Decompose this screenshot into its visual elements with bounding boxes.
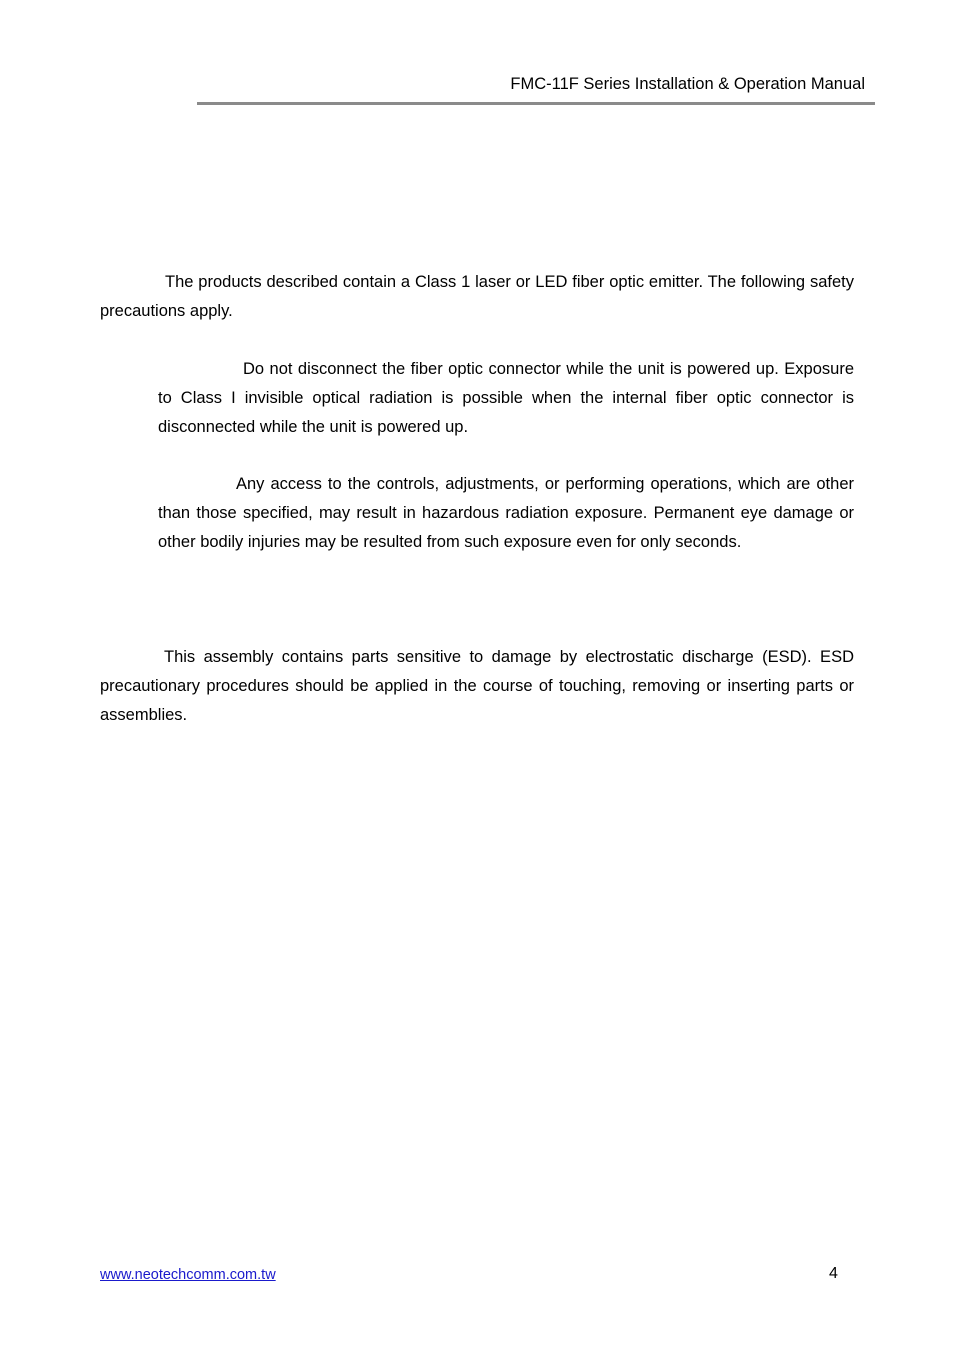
laser-safety-intro-paragraph: The products described contain a Class 1 laser or LED fiber optic emitter. The following safety precautions apply. <box>100 273 854 320</box>
website-link[interactable]: www.neotechcomm.com.tw <box>100 1267 276 1283</box>
header-title: FMC-11F Series Installation & Operation Manual <box>510 75 865 93</box>
page-number: 4 <box>829 1265 838 1282</box>
esd-precaution-paragraph: This assembly contains parts sensitive to damage by electrostatic discharge (ESD). ESD precautionary procedures should be applied in the course of touching, removing or inserting parts or assemblies. <box>100 648 854 724</box>
header-divider <box>197 102 875 105</box>
radiation-exposure-warning-paragraph: Any access to the controls, adjustments, or performing operations, which are other than those specified, may result in hazardous radiation exposure. Permanent eye damage or other bodily injuries may be resulted from such exposure even for only seconds. <box>158 475 854 551</box>
fiber-connector-warning-paragraph: Do not disconnect the fiber optic connector while the unit is powered up. Exposure to Class I invisible optical radiation is possible when the internal fiber optic connector is disconnected while the unit is powered up. <box>158 360 854 436</box>
